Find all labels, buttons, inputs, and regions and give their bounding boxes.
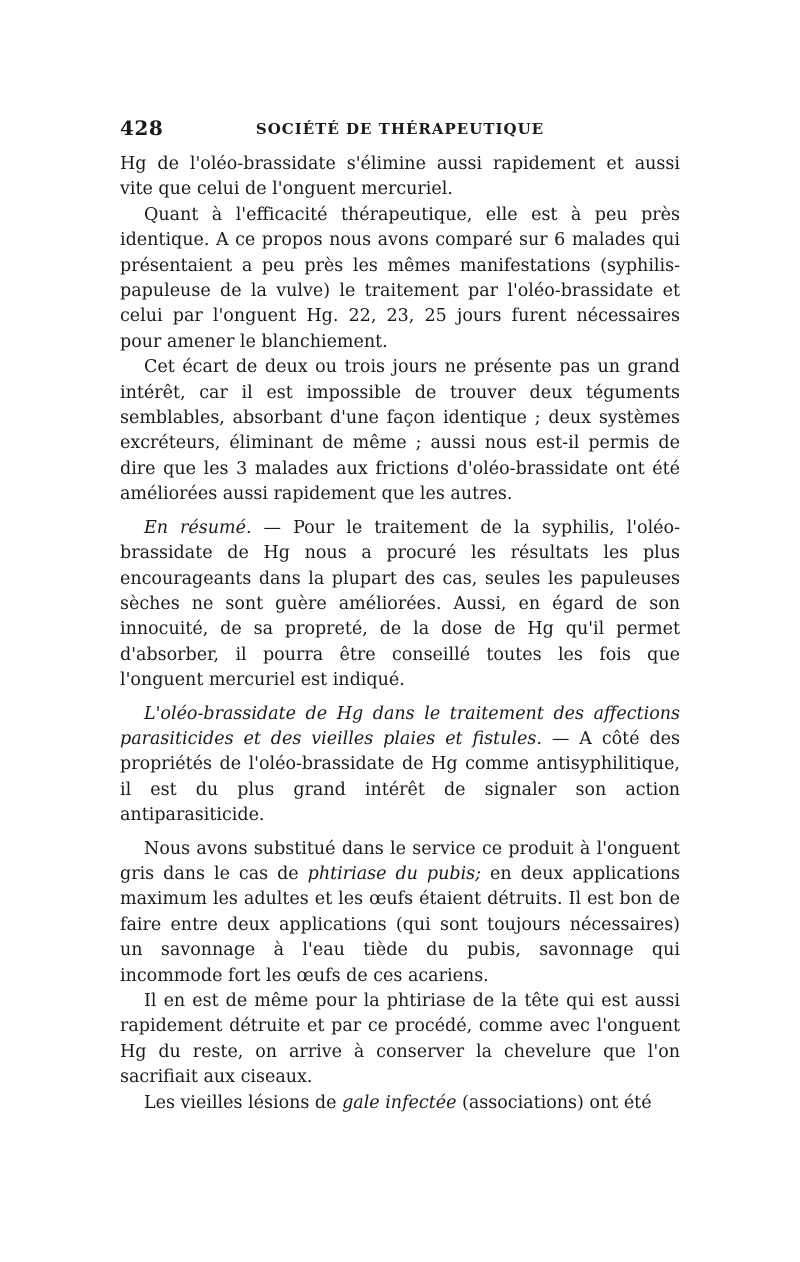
- paragraph-text: Hg de l'oléo-brassidate s'élimine aussi rapidement et aussi vite que celui de l'onguent mercuriel.: [120, 154, 680, 200]
- paragraph-2: [120, 203, 680, 355]
- paragraph-1: [120, 152, 680, 203]
- paragraph-text: Nous avons substitué dans le service ce produit à l'onguent gris dans le cas de: [120, 838, 680, 884]
- page-number: 428: [120, 116, 164, 140]
- section-heading: L'oléo-brassidate de Hg dans le traitement des affections parasiticides et des vieilles plaies et fistules.: [120, 703, 680, 749]
- paragraph-summary: [120, 516, 680, 694]
- paragraph-8: [120, 1091, 680, 1116]
- paragraph-text: (associations) ont été: [456, 1092, 652, 1113]
- italic-term: gale infectée: [342, 1092, 457, 1113]
- paragraph-text: — A côté des propriétés de l'oléo-brassidate de Hg comme antisyphilitique, il est du plus grand intérêt de signaler son action antiparasiticide.: [120, 728, 680, 826]
- running-title: SOCIÉTÉ DE THÉRAPEUTIQUE: [255, 120, 545, 138]
- italic-term: phtiriase du pubis;: [307, 863, 482, 884]
- paragraph-7: [120, 989, 680, 1091]
- paragraph-text: Quant à l'efficacité thérapeutique, elle est à peu près identique. A ce propos nous avons comparé sur 6 malades qui présentaient a peu près les mêmes manifestations (syphilis-papuleuse de la vulve) le traitement par l'oléo-brassidate et celui par l'onguent Hg. 22, 23, 25 jours furent nécessaires pour amener le blanchiement.: [120, 204, 680, 352]
- paragraph-text: Il en est de même pour la phtiriase de la tête qui est aussi rapidement détruite et par ce procédé, comme avec l'onguent Hg du reste, on arrive à conserver la chevelure que l'on sacrifiait aux ciseaux.: [120, 991, 680, 1088]
- paragraph-text: Les vieilles lésions de: [144, 1092, 343, 1113]
- paragraph-section-heading: [120, 702, 680, 829]
- paragraph-3: [120, 355, 680, 507]
- paragraph-text: — Pour le traitement de la syphilis, l'oléo-brassidate de Hg nous a procuré les résultats les plus encourageants dans la plupart des cas, seules les papuleuses sèches ne sont guère améliorées. Aussi, en égard de son innocuité, de sa propreté, de la dose de Hg qu'il permet d'absorber, il pourra être conseillé toutes les fois que l'onguent mercuriel est indiqué.: [120, 517, 680, 691]
- page-header: [120, 116, 680, 144]
- paragraph-text: Cet écart de deux ou trois jours ne présente pas un grand intérêt, car il est impossible de trouver deux téguments semblables, absorbant d'une façon identique ; deux systèmes excréteurs, éliminant de même ; aussi nous est-il permis de dire que les 3 malades aux frictions d'oléo-brassidate ont été améliorées aussi rapidement que les autres.: [120, 357, 680, 505]
- paragraph-text: en deux applications maximum les adultes et les œufs étaient détruits. Il est bon de faire entre deux applications (qui sont toujours nécessaires) un savonnage à l'eau tiède du pubis, savonnage qui incommode fort les œufs de ces acariens.: [120, 863, 680, 986]
- body-text: [120, 152, 680, 1116]
- paragraph-6: [120, 837, 680, 989]
- summary-lead: En résumé.: [144, 517, 252, 538]
